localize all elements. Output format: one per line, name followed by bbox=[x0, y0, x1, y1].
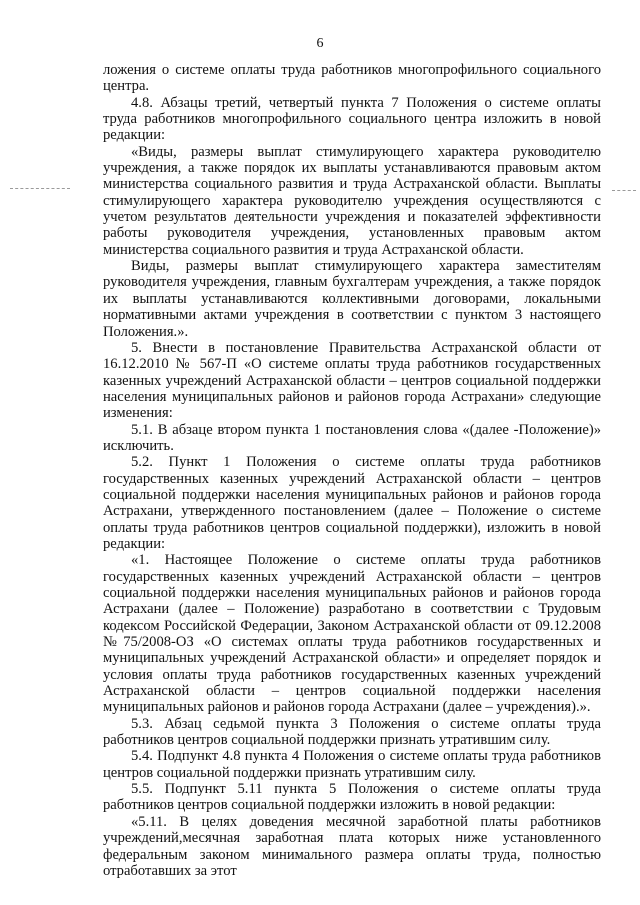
paragraph: «5.11. В целях доведения месячной заработной платы работников учреждений,месячная заработная плата которых ниже установленного федеральным законом минимального размера оплаты труда, полностью отработавших за этот bbox=[103, 813, 601, 879]
page-number: 6 bbox=[316, 36, 324, 51]
scan-artifact-left bbox=[10, 188, 70, 189]
paragraph: «1. Настоящее Положение о системе оплаты труда работников государственных казенных учреждений Астраханской области – центров социальной поддержки населения муниципальных районов и районов города Астрахани (далее – Положение) разработано в соответствии с Трудовым кодексом Российской Федерации, Законом Астраханской области от 09.12.2008 №75/2008-ОЗ «О системах оплаты труда работников государственных и муниципальных учреждений Астраханской области» и определяет порядок и условия оплаты труда работников государственных казенных учреждений Астраханской области – центров социальной поддержки населения муниципальных районов и районов города Астрахани (далее – учреждения).». bbox=[103, 552, 601, 716]
paragraph: 5.4. Подпункт 4.8 пункта 4 Положения о системе оплаты труда работников центров социальной поддержки признать утратившим силу. bbox=[103, 748, 601, 781]
paragraph: 4.8. Абзацы третий, четвертый пункта 7 Положения о системе оплаты труда работников многопрофильного социального центра изложить в новой редакции: bbox=[103, 94, 601, 144]
paragraph: 5.1. В абзаце втором пункта 1 постановления слова «(далее -Положение)» исключить. bbox=[103, 421, 601, 454]
document-body bbox=[103, 62, 601, 879]
paragraph: 5.5. Подпункт 5.11 пункта 5 Положения о системе оплаты труда работников центров социальной поддержки изложить в новой редакции: bbox=[103, 781, 601, 814]
paragraph: 5.2. Пункт 1 Положения о системе оплаты труда работников государственных казенных учреждений Астраханской области – центров социальной поддержки населения муниципальных районов и районов города Астрахани, утвержденного постановлением (далее – Положение о системе оплаты труда работников центров социальной поддержки), изложить в новой редакции: bbox=[103, 454, 601, 552]
paragraph: ложения о системе оплаты труда работников многопрофильного социального центра. bbox=[103, 62, 601, 95]
scan-artifact-right bbox=[612, 190, 636, 191]
paragraph: «Виды, размеры выплат стимулирующего характера руководителю учреждения, а также порядок их выплаты устанавливаются правовым актом министерства социального развития и труда Астраханской области. Выплаты стимулирующего характера руководителю учреждения осуществляются с учетом результатов деятельности учреждения и показателей эффективности работы руководителя учреждения, установленных правовым актом министерства социального развития и труда Астраханской области. bbox=[103, 143, 601, 258]
paragraph: 5. Внести в постановление Правительства Астраханской области от 16.12.2010 № 567-П «О системе оплаты труда работников государственных казенных учреждений Астраханской области – центров социальной поддержки населения муниципальных районов и районов города Астрахани» следующие изменения: bbox=[103, 339, 601, 422]
paragraph: Виды, размеры выплат стимулирующего характера заместителям руководителя учреждения, главным бухгалтерам учреждения, а также порядок их выплаты устанавливаются коллективными договорами, локальными нормативными актами учреждения в соответствии с пунктом 3 настоящего Положения.». bbox=[103, 258, 601, 340]
paragraph: 5.3. Абзац седьмой пункта 3 Положения о системе оплаты труда работников центров социальной поддержки признать утратившим силу. bbox=[103, 715, 601, 749]
